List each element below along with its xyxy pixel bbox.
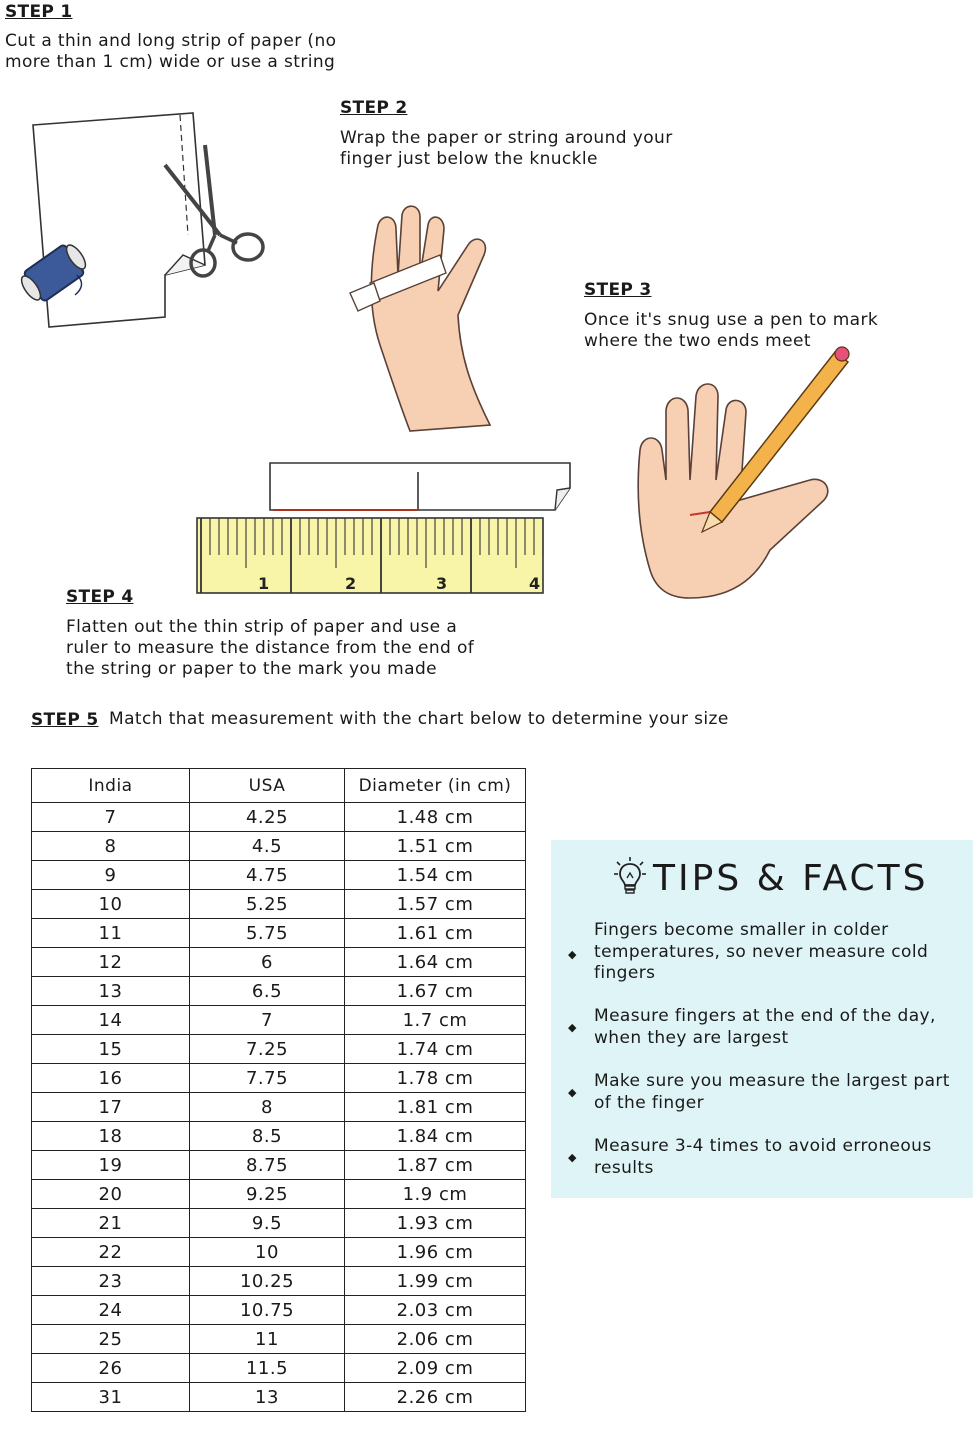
cell-diameter: 1.67 cm: [345, 977, 526, 1006]
cell-usa: 11: [190, 1325, 345, 1354]
cell-diameter: 1.96 cm: [345, 1238, 526, 1267]
ruler-illustration: [195, 460, 575, 595]
cell-usa: 9.5: [190, 1209, 345, 1238]
step4-title: STEP 4: [66, 587, 134, 607]
cell-india: 9: [32, 861, 190, 890]
tip-line: fingers: [594, 963, 656, 983]
cell-diameter: 1.9 cm: [345, 1180, 526, 1209]
table-header-row: [32, 769, 526, 803]
ruler-number-1: 1: [258, 574, 270, 593]
cell-usa: 10: [190, 1238, 345, 1267]
cell-diameter: 1.64 cm: [345, 948, 526, 977]
hand-pencil-illustration: [630, 340, 860, 605]
table-row: [32, 1325, 526, 1354]
cell-india: 25: [32, 1325, 190, 1354]
cell-india: 24: [32, 1296, 190, 1325]
cell-india: 11: [32, 919, 190, 948]
cell-india: 21: [32, 1209, 190, 1238]
step4-line: Flatten out the thin strip of paper and use a: [66, 617, 458, 637]
hand-icon: [371, 206, 490, 431]
cell-india: 7: [32, 803, 190, 832]
header-diameter: Diameter (in cm): [345, 769, 526, 803]
step2-line: Wrap the paper or string around your: [340, 128, 673, 148]
table-row: [32, 1151, 526, 1180]
step3-title: STEP 3: [584, 280, 652, 300]
hand-wrap-illustration: [340, 195, 530, 435]
tip-line: Measure fingers at the end of the day,: [594, 1006, 936, 1026]
cell-diameter: 1.99 cm: [345, 1267, 526, 1296]
step1-text: [5, 31, 336, 73]
table-row: [32, 832, 526, 861]
tip-text: [594, 1006, 964, 1049]
cell-diameter: 2.26 cm: [345, 1383, 526, 1412]
step1-title: STEP 1: [5, 2, 73, 22]
step3-line: where the two ends meet: [584, 331, 811, 351]
table-row: [32, 1006, 526, 1035]
cell-usa: 13: [190, 1383, 345, 1412]
cell-usa: 4.75: [190, 861, 345, 890]
cell-diameter: 1.61 cm: [345, 919, 526, 948]
table-row: [32, 1238, 526, 1267]
tips-facts-panel: [551, 840, 973, 1198]
cell-india: 22: [32, 1238, 190, 1267]
cell-india: 31: [32, 1383, 190, 1412]
cell-usa: 6.5: [190, 977, 345, 1006]
cell-india: 16: [32, 1064, 190, 1093]
bullet-icon: ◆: [568, 948, 577, 961]
cell-usa: 7: [190, 1006, 345, 1035]
table-row: [32, 948, 526, 977]
cell-diameter: 1.84 cm: [345, 1122, 526, 1151]
cell-diameter: 1.7 cm: [345, 1006, 526, 1035]
cell-usa: 9.25: [190, 1180, 345, 1209]
bullet-icon: ◆: [568, 1086, 577, 1099]
tip-line: Fingers become smaller in colder: [594, 920, 889, 940]
cell-india: 15: [32, 1035, 190, 1064]
cell-usa: 5.25: [190, 890, 345, 919]
table-row: [32, 1209, 526, 1238]
step4-line: ruler to measure the distance from the end of: [66, 638, 475, 658]
cell-india: 17: [32, 1093, 190, 1122]
ruler-icon: [197, 518, 543, 593]
header-india: India: [32, 769, 190, 803]
ring-size-table: [31, 768, 526, 1412]
step2-title: STEP 2: [340, 98, 408, 118]
step1-line: more than 1 cm) wide or use a string: [5, 52, 336, 72]
cell-diameter: 2.06 cm: [345, 1325, 526, 1354]
cell-diameter: 2.09 cm: [345, 1354, 526, 1383]
cell-india: 20: [32, 1180, 190, 1209]
step2-text: [340, 128, 673, 170]
cell-usa: 7.25: [190, 1035, 345, 1064]
cell-usa: 8.5: [190, 1122, 345, 1151]
step2-line: finger just below the knuckle: [340, 149, 598, 169]
table-row: [32, 803, 526, 832]
cell-diameter: 1.54 cm: [345, 861, 526, 890]
step3-line: Once it's snug use a pen to mark: [584, 310, 879, 330]
cell-india: 14: [32, 1006, 190, 1035]
step1-line: Cut a thin and long strip of paper (no: [5, 31, 337, 51]
tip-line: Measure 3-4 times to avoid erroneous: [594, 1136, 932, 1156]
table-row: [32, 1093, 526, 1122]
paper-scissors-illustration: [15, 105, 275, 335]
cell-diameter: 1.78 cm: [345, 1064, 526, 1093]
bullet-icon: ◆: [568, 1021, 577, 1034]
measured-strip-icon: [270, 463, 570, 510]
cell-diameter: 1.57 cm: [345, 890, 526, 919]
table-row: [32, 919, 526, 948]
cell-diameter: 1.51 cm: [345, 832, 526, 861]
cell-india: 26: [32, 1354, 190, 1383]
table-row: [32, 977, 526, 1006]
cell-india: 13: [32, 977, 190, 1006]
cell-diameter: 1.74 cm: [345, 1035, 526, 1064]
header-usa: USA: [190, 769, 345, 803]
table-row: [32, 1296, 526, 1325]
table-row: [32, 890, 526, 919]
ruler-number-4: 4: [529, 574, 541, 593]
cell-usa: 8: [190, 1093, 345, 1122]
cell-india: 18: [32, 1122, 190, 1151]
lightbulb-icon: [613, 856, 647, 896]
table-row: [32, 1267, 526, 1296]
cell-usa: 7.75: [190, 1064, 345, 1093]
step4-line: the string or paper to the mark you made: [66, 659, 438, 679]
table-row: [32, 1383, 526, 1412]
cell-india: 19: [32, 1151, 190, 1180]
table-row: [32, 1122, 526, 1151]
cell-usa: 8.75: [190, 1151, 345, 1180]
tip-line: of the finger: [594, 1092, 705, 1113]
tip-line: Make sure you measure the largest part: [594, 1071, 950, 1091]
table-row: [32, 861, 526, 890]
step5-title: STEP 5: [31, 710, 99, 730]
cell-usa: 11.5: [190, 1354, 345, 1383]
cell-usa: 4.25: [190, 803, 345, 832]
paper-sheet-icon: [33, 113, 205, 327]
cell-india: 10: [32, 890, 190, 919]
cell-usa: 10.75: [190, 1296, 345, 1325]
cell-diameter: 2.03 cm: [345, 1296, 526, 1325]
cell-diameter: 1.93 cm: [345, 1209, 526, 1238]
cell-diameter: 1.81 cm: [345, 1093, 526, 1122]
cell-india: 23: [32, 1267, 190, 1296]
cell-usa: 5.75: [190, 919, 345, 948]
tip-text: [594, 1136, 964, 1179]
table-row: [32, 1035, 526, 1064]
cell-diameter: 1.48 cm: [345, 803, 526, 832]
tip-text: [594, 1071, 964, 1114]
step5-text: Match that measurement with the chart below to determine your size: [109, 709, 729, 729]
tip-line: results: [594, 1157, 654, 1178]
table-row: [32, 1180, 526, 1209]
cell-india: 12: [32, 948, 190, 977]
tip-line: when they are largest: [594, 1027, 789, 1048]
tips-title: TIPS & FACTS: [653, 858, 929, 899]
ruler-number-2: 2: [345, 574, 357, 593]
table-row: [32, 1354, 526, 1383]
cell-usa: 4.5: [190, 832, 345, 861]
tip-text: [594, 920, 964, 985]
cell-india: 8: [32, 832, 190, 861]
cell-usa: 6: [190, 948, 345, 977]
cell-usa: 10.25: [190, 1267, 345, 1296]
ruler-number-3: 3: [436, 574, 448, 593]
cell-diameter: 1.87 cm: [345, 1151, 526, 1180]
step4-text: [66, 617, 474, 680]
tip-line: temperatures, so never measure cold: [594, 941, 929, 962]
bullet-icon: ◆: [568, 1151, 577, 1164]
table-row: [32, 1064, 526, 1093]
